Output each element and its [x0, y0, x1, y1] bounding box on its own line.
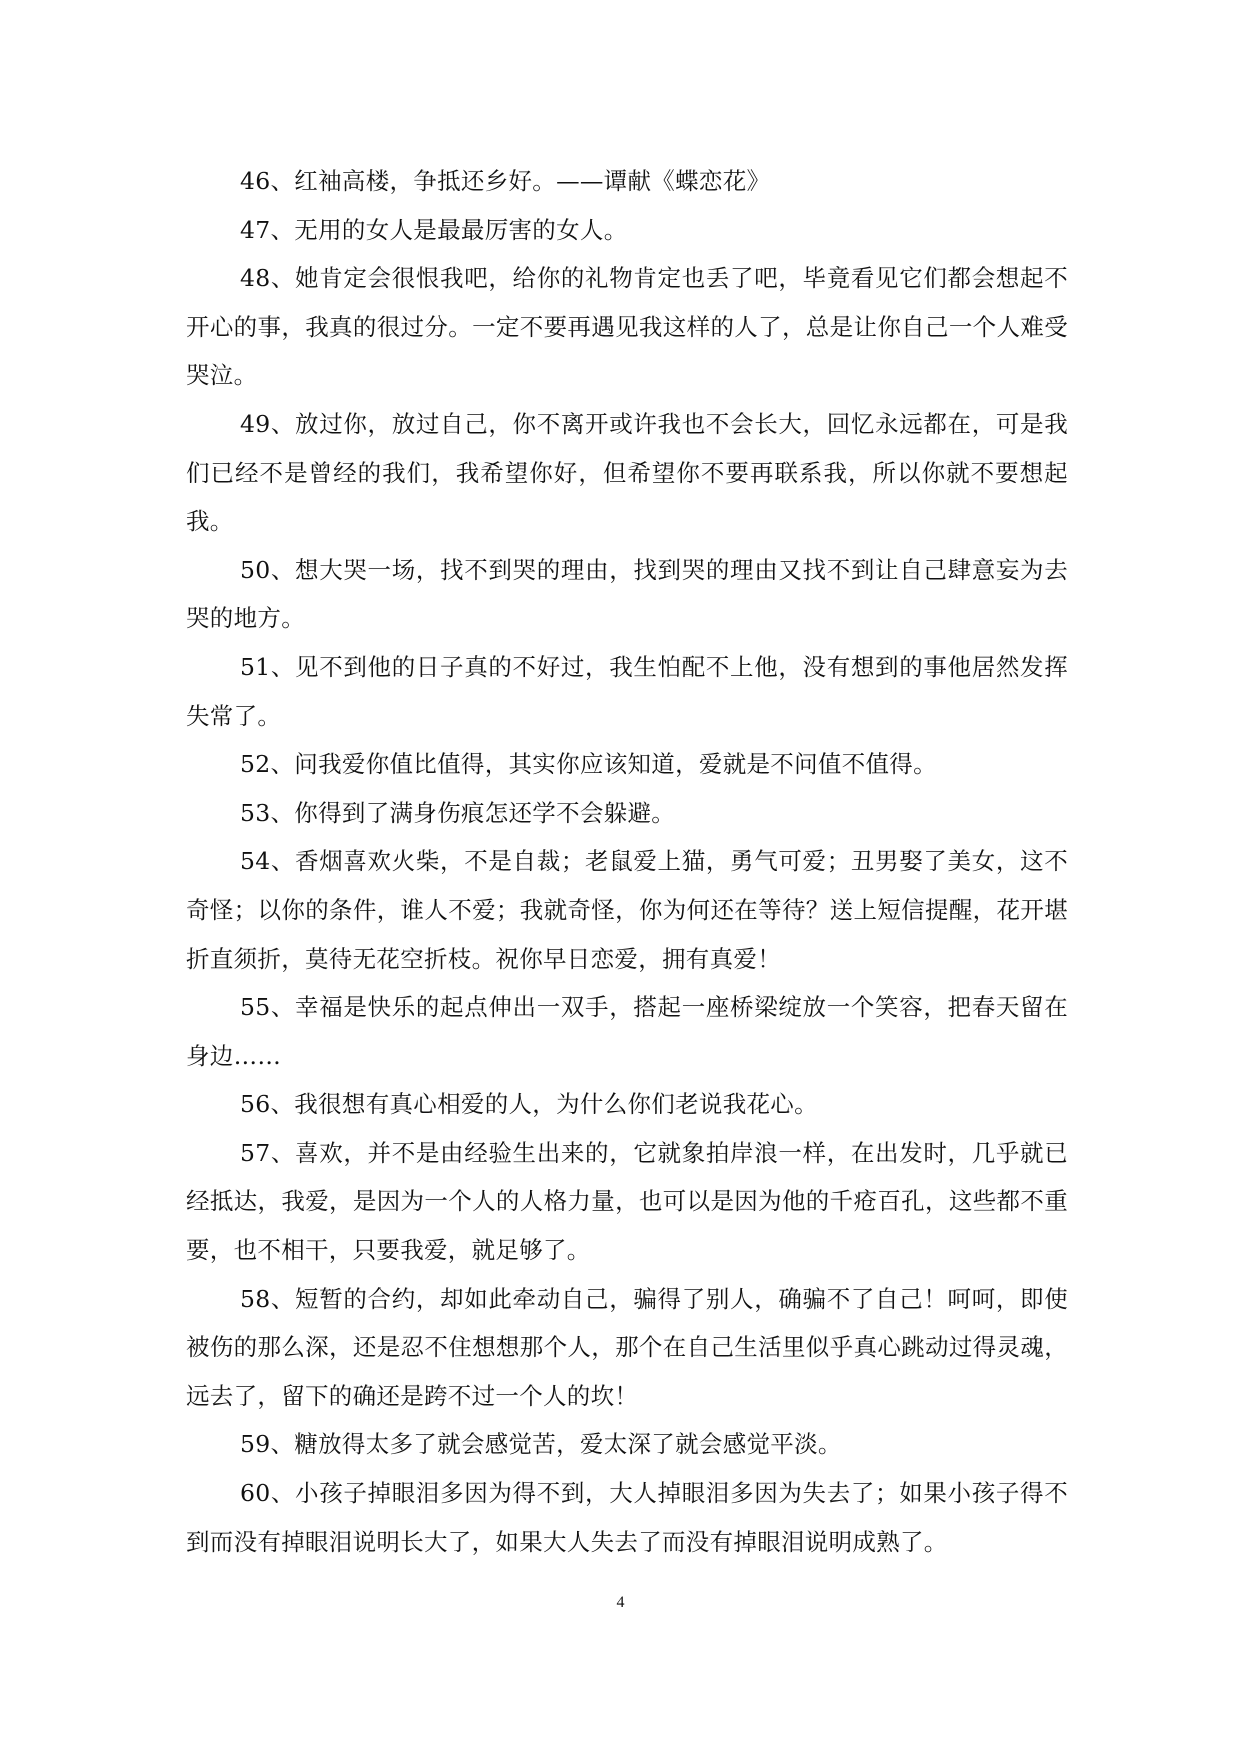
paragraph-54: 54、香烟喜欢火柴，不是自裁；老鼠爱上猫，勇气可爱；丑男娶了美女，这不奇怪；以你的条件，谁人不爱；我就奇怪，你为何还在等待？送上短信提醒，花开堪折直须折，莫待无花空折枝。祝你早日恋爱，拥有真爱！ [186, 847, 1068, 973]
paragraph-58: 58、短暂的合约，却如此牵动自己，骗得了别人，确骗不了自己！呵呵，即使被伤的那么深，还是忍不住想想那个人，那个在自己生活里似乎真心跳动过得灵魂，远去了，留下的确还是跨不过一个人的坎！ [186, 1284, 1068, 1410]
paragraph-49: 49、放过你，放过自己，你不离开或许我也不会长大，回忆永远都在，可是我们已经不是曾经的我们，我希望你好，但希望你不要再联系我，所以你就不要想起我。 [186, 409, 1068, 536]
paragraph-50: 50、想大哭一场，找不到哭的理由，找到哭的理由又找不到让自己肆意妄为去哭的地方。 [186, 555, 1068, 633]
paragraph-55: 55、幸福是快乐的起点伸出一双手，搭起一座桥梁绽放一个笑容，把春天留在身边…… [186, 993, 1068, 1070]
paragraph-52: 52、问我爱你值比值得，其实你应该知道，爱就是不问值不值得。 [240, 750, 937, 779]
paragraph-59: 59、糖放得太多了就会感觉苦，爱太深了就会感觉平淡。 [240, 1430, 842, 1459]
document-body [186, 157, 1068, 1566]
page-number: 4 [616, 1594, 625, 1611]
paragraph-56: 56、我很想有真心相爱的人，为什么你们老说我花心。 [240, 1090, 818, 1119]
paragraph-57: 57、喜欢，并不是由经验生出来的，它就象拍岸浪一样，在出发时，几乎就已经抵达，我爱，是因为一个人的人格力量，也可以是因为他的千疮百孔，这些都不重要，也不相干，只要我爱，就足够了。 [186, 1138, 1068, 1265]
paragraph-53: 53、你得到了满身伤痕怎还学不会躲避。 [240, 798, 676, 827]
paragraph-51: 51、见不到他的日子真的不好过，我生怕配不上他，没有想到的事他居然发挥失常了。 [186, 652, 1068, 730]
paragraph-46: 46、红袖高楼，争抵还乡好。——谭献《蝶恋花》 [240, 167, 771, 195]
paragraph-48: 48、她肯定会很恨我吧，给你的礼物肯定也丢了吧，毕竟看见它们都会想起不开心的事，我真的很过分。一定不要再遇见我这样的人了，总是让你自己一个人难受哭泣。 [186, 264, 1068, 390]
paragraph-47: 47、无用的女人是最最厉害的女人。 [240, 215, 628, 244]
paragraph-60: 60、小孩子掉眼泪多因为得不到，大人掉眼泪多因为失去了；如果小孩子得不到而没有掉眼泪说明长大了，如果大人失去了而没有掉眼泪说明成熟了。 [186, 1479, 1068, 1556]
